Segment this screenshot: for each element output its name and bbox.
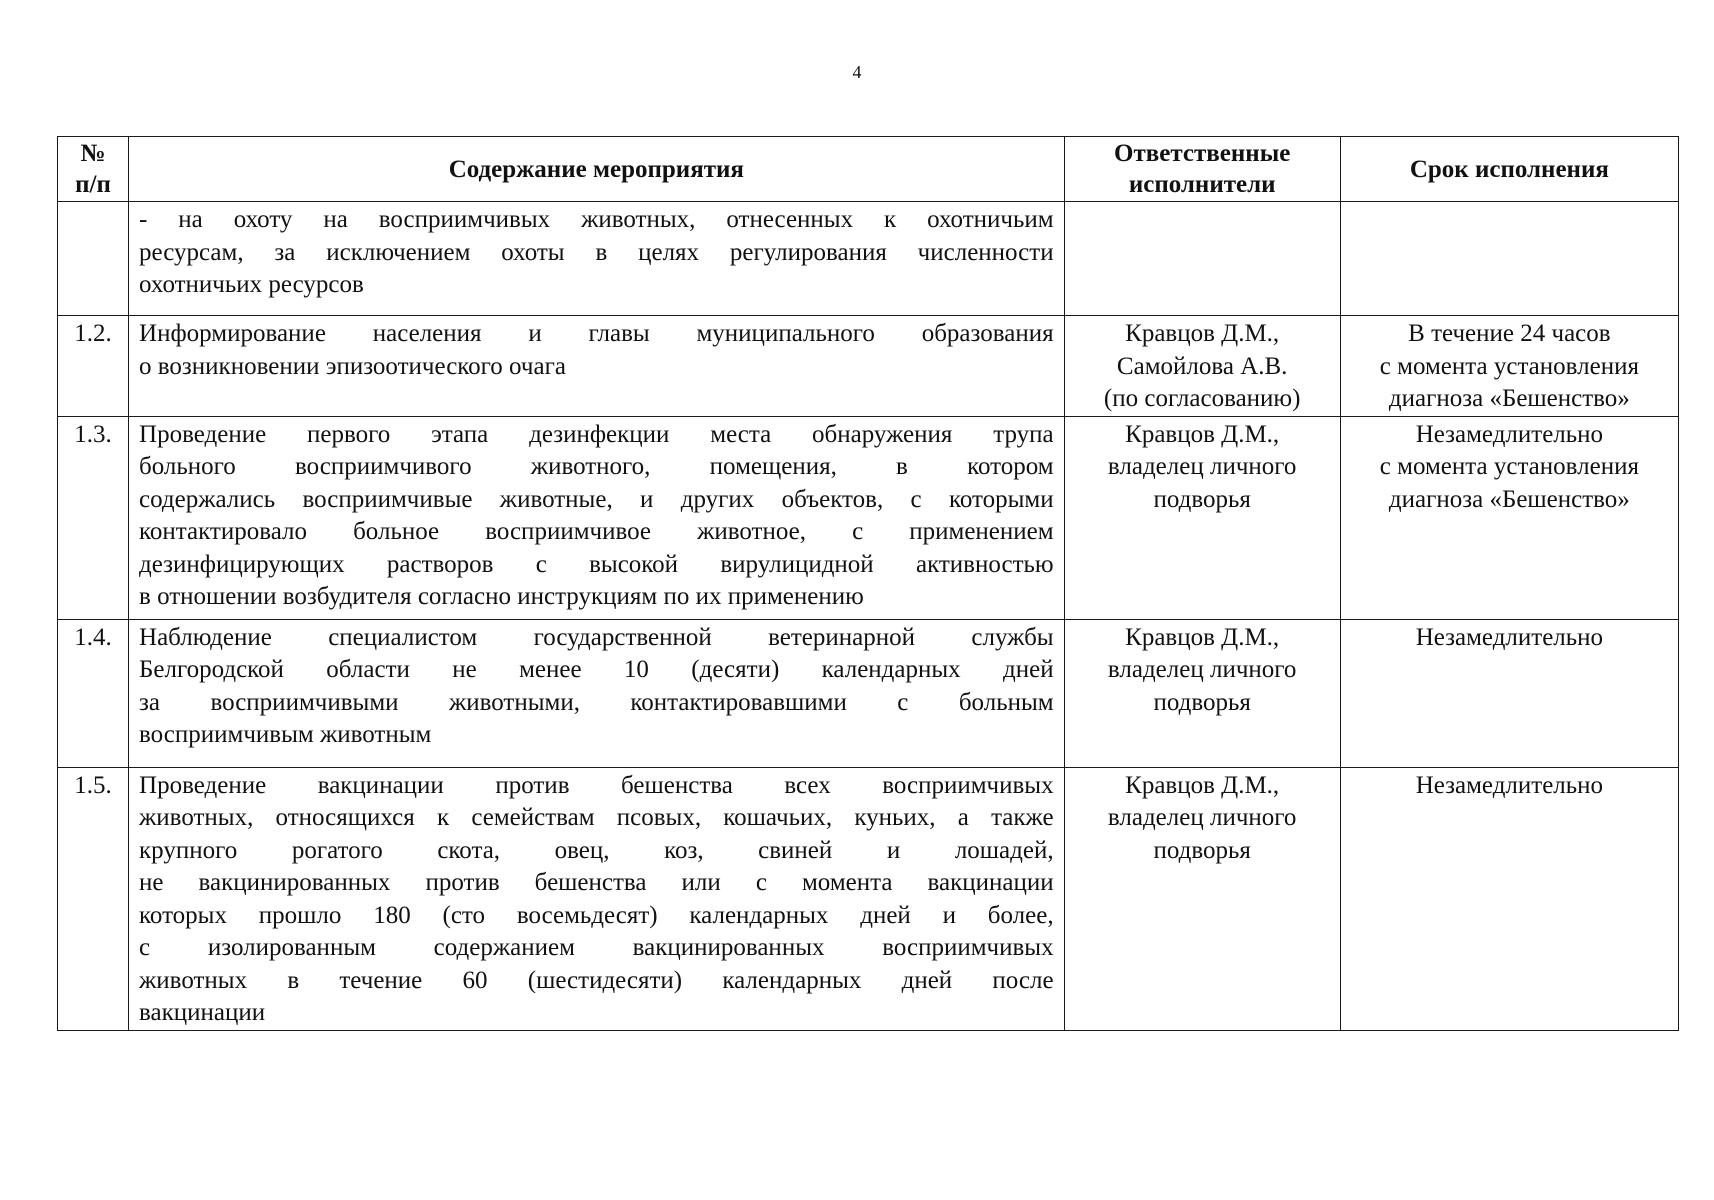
header-number-line: № [80, 140, 106, 167]
content-line: с изолированным содержанием вакцинированных восприимчивых [139, 934, 1054, 961]
deadline-line: с момента установления [1379, 352, 1639, 380]
content-line: животных, относящихся к семействам псовых, кошачьих, куньих, а также [139, 804, 1054, 831]
header-responsible-line: Ответственные [1114, 140, 1291, 167]
content-line: за восприимчивыми животными, контактировавшими с больным [139, 688, 1054, 716]
responsible-line: владелец личного [1107, 656, 1297, 683]
page-number: 4 [852, 62, 862, 82]
measure-content [129, 416, 1065, 619]
deadline-line: диагноза «Бешенство» [1388, 385, 1630, 412]
content-line: Информирование населения и главы муниципального образования [139, 320, 1054, 347]
responsible-line: подворья [1153, 688, 1251, 716]
table-row [58, 316, 1679, 417]
responsible-line: владелец личного [1107, 804, 1297, 831]
responsible-persons [1064, 416, 1340, 619]
content-line: Наблюдение специалистом государственной ветеринарной службы [139, 623, 1054, 651]
content-line: о возникновении эпизоотического очага [139, 352, 566, 380]
header-number [58, 137, 129, 202]
content-line: Проведение вакцинации против бешенства всех восприимчивых [139, 771, 1054, 799]
deadline-line: Незамедлительно [1415, 623, 1604, 651]
table-header-row [58, 137, 1679, 202]
responsible-persons [1064, 316, 1340, 417]
header-responsible-line: исполнители [1128, 171, 1276, 198]
content-line: содержались восприимчивые животные, и других объектов, с которыми [139, 485, 1054, 513]
deadline [1340, 202, 1678, 316]
responsible-line: подворья [1153, 836, 1251, 864]
content-line: ресурсам, за исключением охоты в целях регулирования численности [139, 238, 1054, 266]
responsible-line: Кравцов Д.М., [1125, 623, 1280, 651]
deadline-line: Незамедлительно [1415, 771, 1604, 799]
content-line: контактировало больное восприимчивое животное, с применением [139, 518, 1054, 545]
header-responsible [1064, 137, 1340, 202]
responsible-line: Кравцов Д.М., [1125, 771, 1280, 799]
responsible-line: Кравцов Д.М., [1125, 420, 1280, 448]
responsible-line: Самойлова А.В. [1116, 352, 1288, 380]
content-line: которых прошло 180 (сто восемьдесят) календарных дней и более, [139, 901, 1054, 929]
responsible-line: подворья [1153, 485, 1251, 513]
content-line: крупного рогатого скота, овец, коз, свиней и лошадей, [139, 836, 1054, 864]
header-content: Содержание мероприятия [129, 137, 1065, 202]
responsible-persons [1064, 767, 1340, 1030]
row-number: 1.2. [58, 316, 129, 417]
content-line: - на охоту на восприимчивых животных, отнесенных к охотничьим [139, 206, 1054, 233]
deadline [1340, 416, 1678, 619]
deadline-line: Незамедлительно [1415, 420, 1604, 448]
measure-content [129, 202, 1065, 316]
measure-content [129, 619, 1065, 767]
content-line: животных в течение 60 (шестидесяти) календарных дней после [139, 966, 1054, 994]
table-row [58, 202, 1679, 316]
content-line: Белгородской области не менее 10 (десяти) календарных дней [139, 656, 1054, 683]
measures-table [57, 136, 1679, 1031]
deadline-line: с момента установления [1379, 453, 1639, 480]
row-number: 1.5. [58, 767, 129, 1030]
measure-content [129, 767, 1065, 1030]
content-line: Проведение первого этапа дезинфекции места обнаружения трупа [139, 420, 1054, 448]
measure-content [129, 316, 1065, 417]
deadline-line: В течение 24 часов [1408, 320, 1611, 347]
responsible-line: владелец личного [1107, 453, 1297, 480]
responsible-line: (по согласованию) [1103, 385, 1301, 412]
content-line: дезинфицирующих растворов с высокой вирулицидной активностью [139, 550, 1054, 578]
row-number: 1.3. [58, 416, 129, 619]
content-line: восприимчивым животным [139, 721, 432, 748]
deadline [1340, 316, 1678, 417]
table-row [58, 767, 1679, 1030]
responsible-persons [1064, 619, 1340, 767]
content-line: не вакцинированных против бешенства или с момента вакцинации [139, 869, 1054, 896]
content-line: вакцинации [139, 999, 266, 1026]
deadline-line: диагноза «Бешенство» [1388, 485, 1630, 513]
header-number-line: п/п [75, 171, 111, 198]
row-number: 1.4. [58, 619, 129, 767]
table-row [58, 619, 1679, 767]
deadline [1340, 767, 1678, 1030]
header-deadline: Срок исполнения [1340, 137, 1678, 202]
responsible-persons [1064, 202, 1340, 316]
content-line: охотничьих ресурсов [139, 271, 364, 298]
deadline [1340, 619, 1678, 767]
row-number [58, 202, 129, 316]
responsible-line: Кравцов Д.М., [1125, 320, 1280, 347]
content-line: в отношении возбудителя согласно инструкциям по их применению [139, 583, 864, 610]
content-line: больного восприимчивого животного, помещения, в котором [139, 453, 1054, 480]
table-row [58, 416, 1679, 619]
